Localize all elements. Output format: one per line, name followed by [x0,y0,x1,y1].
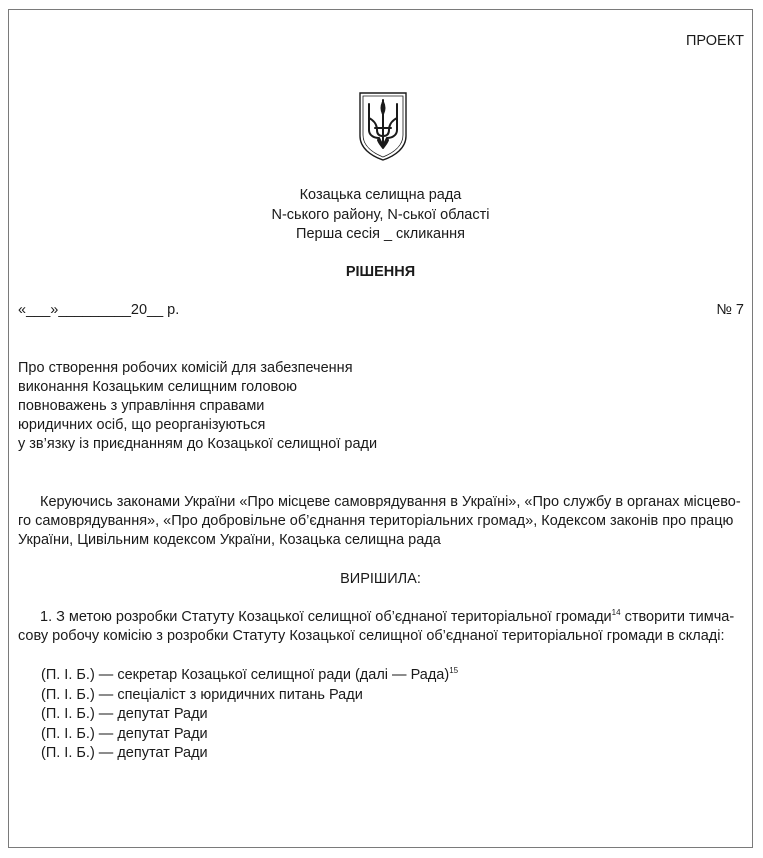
footnote-ref: 15 [449,666,459,676]
decided-heading: ВИРІШИЛА: [340,571,421,587]
commission-members-list [41,666,458,764]
member-item: (П. І. Б.) — депутат Ради [41,706,208,722]
council-region: N-ського району, N-ської області [271,207,490,223]
preamble-line: го самоврядування», «Про добровільне об’єднання територіальних громад», Кодексом законів про працю [18,513,734,529]
subject-line: повноважень з управління справами [18,398,265,414]
member-item: (П. І. Б.) — депутат Ради [41,745,208,761]
document-type: РІШЕННЯ [345,264,416,280]
preamble [18,493,745,550]
member-item: (П. І. Б.) — секретар Козацької селищної ради (далі — Рада)$^{15}$ [41,666,459,683]
subject-line: Про створення робочих комісій для забезпечення [18,360,353,376]
decision-number: № 7 [716,302,744,318]
document-page [8,9,753,848]
council-name: Козацька селищна рада [299,187,462,203]
point-1-line: сову робочу комісію з розробки Статуту Козацької селищної об’єднаної територіальної громади в складі: [18,628,725,644]
subject-line: у зв’язку із приєднанням до Козацької селищної ради [18,436,378,452]
point-1 [18,608,734,646]
member-item: (П. І. Б.) — депутат Ради [41,725,208,742]
point-1-text-end: створити тимча- [620,609,735,625]
member-item: (П. І. Б.) — спеціаліст з юридичних питань Ради [41,686,363,703]
subject-line: виконання Козацьким селищним головою [18,379,298,395]
session-line: Перша сесія _ скликання [296,226,465,242]
subject-line: юридичних осіб, що реорганізуються [18,417,266,433]
coat-of-arms-icon [357,90,409,162]
decision-date: «___»_________20__ р. [18,302,180,318]
preamble-line: України, Цивільним кодексом України, Козацька селищна рада [18,532,441,548]
point-1-line [18,608,734,627]
subject-block [18,359,377,454]
point-1-text: 1. З метою розробки Статуту Козацької селищної об’єднаної територіальної громади [40,609,612,625]
draft-label: ПРОЕКТ [685,33,744,49]
footnote-ref: 14 [611,608,621,618]
preamble-line: Керуючись законами України «Про місцеве самоврядування в Україні», «Про службу в органах місцево- [40,494,741,510]
